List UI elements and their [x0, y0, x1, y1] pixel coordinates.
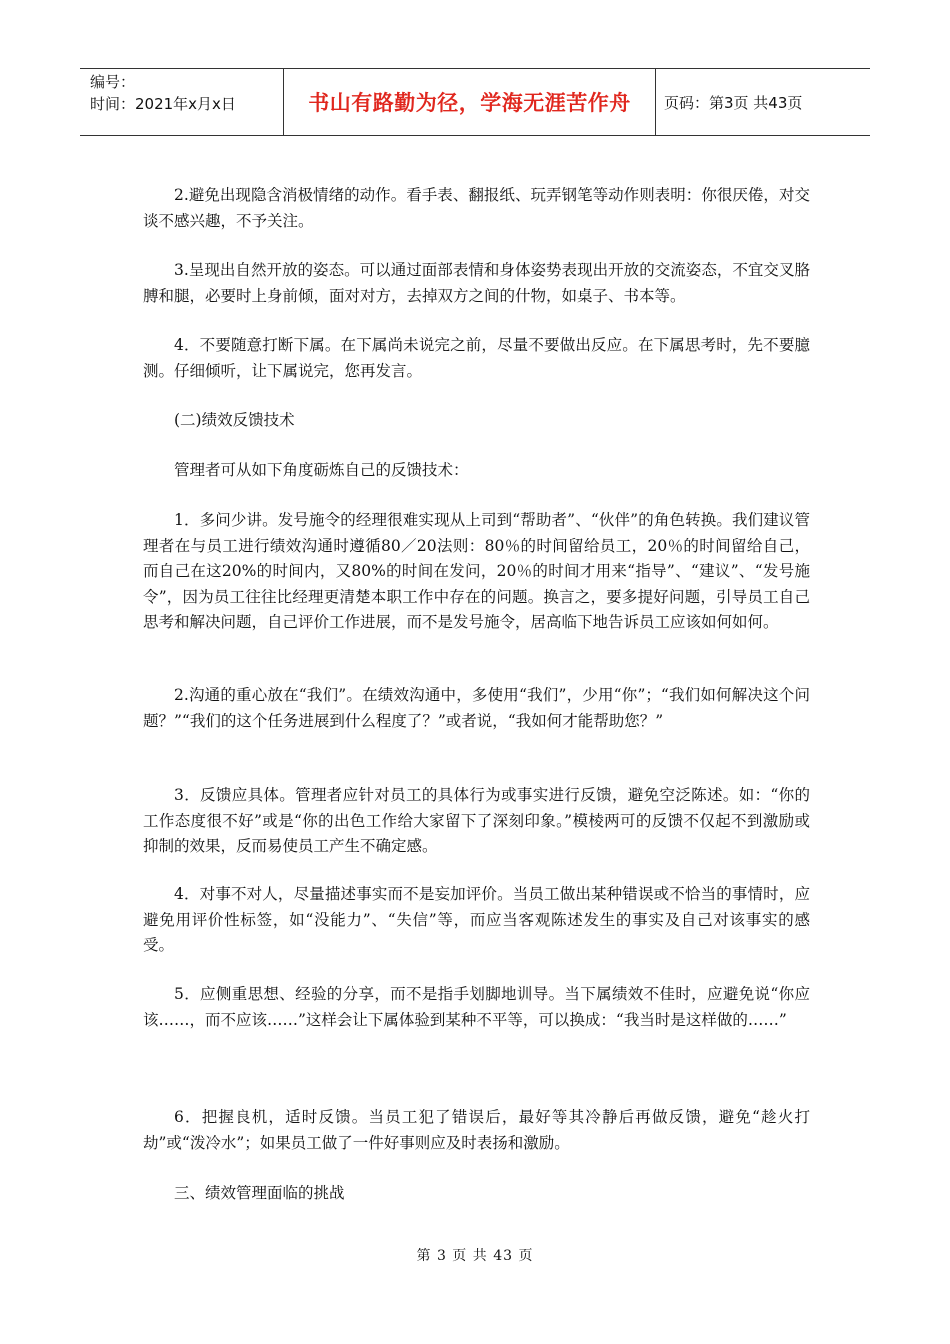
header-page-info: 页码：第3页 共43页 [664, 93, 803, 112]
header-motto: 书山有路勤为径，学海无涯苦作舟 [283, 69, 656, 135]
paragraph-specific-feedback: 3．反馈应具体。管理者应针对员工的具体行为或事实进行反馈，避免空泛陈述。如：“你的工作态度很不好”或是“你的出色工作给大家留下了深刻印象。”模棱两可的反馈不仅起不到激励或抑制的效果，反而易使员工产生不确定感。 [143, 786, 810, 855]
document-number-label: 编号： [90, 73, 136, 91]
paragraph-avoid-negative-gestures: 2.避免出现隐含消极情绪的动作。看手表、翻报纸、玩弄钢笔等动作则表明：你很厌倦，对交谈不感兴趣，不予关注。 [143, 186, 810, 230]
page-header [80, 68, 870, 136]
paragraph-facts-not-person: 4．对事不对人，尽量描述事实而不是妄加评价。当员工做出某种错误或不恰当的事情时，应避免用评价性标签，如“没能力”、“失信”等，而应当客观陈述发生的事实及自己对该事实的感受。 [143, 885, 810, 954]
paragraph-ask-more-talk-less: 1．多问少讲。发号施令的经理很难实现从上司到“帮助者”、“伙伴”的角色转换。我们建议管理者在与员工进行绩效沟通时遵循80／20法则：80％的时间留给员工，20％的时间留给自己，而自己在这20%的时间内，又80%的时间在发问，20％的时间才用来“指导”、“建议”、“发号施令”，因为员工往往比经理更清楚本职工作中存在的问题。换言之，要多提好问题，引导员工自己思考和解决问题，自己评价工作进展，而不是发号施令，居高临下地告诉员工应该如何如何。 [143, 511, 810, 631]
paragraph-do-not-interrupt: 4．不要随意打断下属。在下属尚未说完之前，尽量不要做出反应。在下属思考时，先不要臆测。仔细倾听，让下属说完，您再发言。 [143, 336, 810, 380]
page-footer: 第 3 页 共 43 页 [416, 1248, 534, 1264]
header-meta [80, 69, 283, 135]
paragraph-timely-feedback: 6．把握良机，适时反馈。当员工犯了错误后，最好等其冷静后再做反馈，避免“趁火打劫”或“泼冷水”；如果员工做了一件好事则应及时表扬和激励。 [143, 1108, 810, 1152]
paragraph-share-experience: 5．应侧重思想、经验的分享，而不是指手划脚地训导。当下属绩效不佳时，应避免说“你应该……，而不应该……”这样会让下属体验到某种不平等，可以换成：“我当时是这样做的……” [143, 985, 810, 1029]
paragraph-open-posture: 3.呈现出自然开放的姿态。可以通过面部表情和身体姿势表现出开放的交流姿态，不宜交叉胳膊和腿，必要时上身前倾，面对对方，去掉双方之间的什物，如桌子、书本等。 [143, 261, 810, 305]
paragraph-feedback-intro: 管理者可从如下角度砺炼自己的反馈技术： [174, 461, 469, 479]
section-heading-challenges: 三、绩效管理面临的挑战 [174, 1184, 345, 1202]
paragraph-focus-on-we: 2.沟通的重心放在“我们”。在绩效沟通中，多使用“我们”，少用“你”；“我们如何解决这个问题？”“我们的这个任务进展到什么程度了？”或者说，“我如何才能帮助您？” [143, 686, 810, 730]
document-date-label: 时间：2021年x月x日 [90, 95, 236, 113]
section-heading-feedback-techniques: (二)绩效反馈技术 [174, 411, 295, 429]
